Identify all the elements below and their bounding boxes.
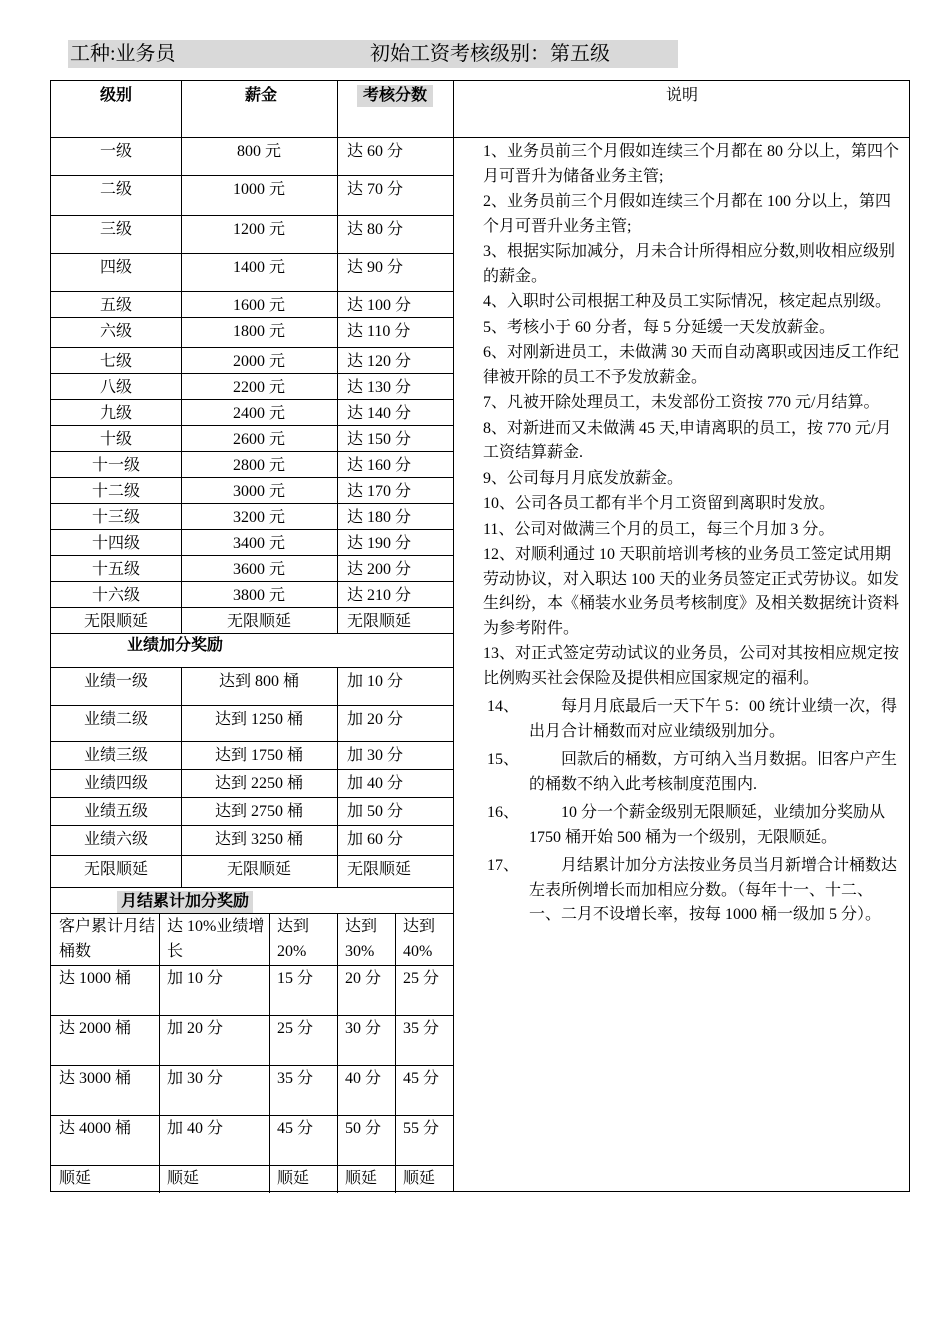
row-divider xyxy=(51,965,453,966)
row-divider xyxy=(51,741,453,742)
level-salary: 800 元 xyxy=(236,143,281,160)
row-divider xyxy=(51,529,453,530)
performance-target: 达到 2250 桶 xyxy=(214,775,303,792)
level-score: 达 210 分 xyxy=(347,587,412,604)
level-name: 十四级 xyxy=(91,535,140,552)
row-divider xyxy=(51,451,453,452)
note-text: 11、公司对做满三个月的员工，每三个月加 3 分。 xyxy=(483,520,835,538)
monthly-cell: 25 分 xyxy=(403,970,440,987)
level-salary: 无限顺延 xyxy=(226,613,291,630)
note-text: 5、考核小于 60 分者，每 5 分延缓一天发放薪金。 xyxy=(483,318,836,336)
monthly-cell: 加 30 分 xyxy=(167,1070,224,1087)
level-salary: 2400 元 xyxy=(232,405,285,422)
note-text: 7、凡被开除处理员工，未发部份工资按 770 元/月结算。 xyxy=(483,394,880,411)
monthly-cell: 加 20 分 xyxy=(167,1020,224,1037)
level-salary: 1200 元 xyxy=(232,221,285,238)
performance-bonus: 加 30 分 xyxy=(347,747,404,764)
note-text: 4、入职时公司根据工种及员工实际情况，核定起点别级。 xyxy=(483,293,892,310)
column-header-salary: 薪金 xyxy=(244,87,277,104)
level-salary: 2600 元 xyxy=(232,431,285,448)
level-salary: 3400 元 xyxy=(232,535,285,552)
monthly-cell: 达 4000 桶 xyxy=(59,1120,132,1137)
monthly-cell: 40 分 xyxy=(345,1070,382,1087)
performance-target: 达到 2750 桶 xyxy=(214,803,303,820)
level-salary: 2800 元 xyxy=(232,457,285,474)
note-text: 8、对新进而又未做满 45 天,申请离职的员工，按 770 元/月工资结算薪金. xyxy=(483,419,892,461)
row-divider xyxy=(51,855,453,856)
job-type-label: 工种:业务员 xyxy=(68,40,206,68)
note-text: 每月月底最后一天下午 5：00 统计业绩一次，得出月合计桶数而对应业绩级别加分。 xyxy=(529,698,898,740)
level-name: 十五级 xyxy=(91,561,140,578)
level-name: 二级 xyxy=(99,181,132,198)
level-name: 四级 xyxy=(99,259,132,276)
monthly-cell: 加 10 分 xyxy=(167,970,224,987)
level-name: 八级 xyxy=(99,379,132,396)
performance-bonus: 加 50 分 xyxy=(347,803,404,820)
column-divider xyxy=(159,913,160,1193)
monthly-cell: 15 分 xyxy=(277,970,314,987)
monthly-header-cell: 达到 20% xyxy=(277,918,310,960)
monthly-cell: 达 3000 桶 xyxy=(59,1070,132,1087)
row-divider xyxy=(51,477,453,478)
monthly-cell: 顺延 xyxy=(277,1170,310,1187)
level-score: 达 140 分 xyxy=(347,405,412,422)
level-name: 六级 xyxy=(99,323,132,340)
row-divider xyxy=(51,253,453,254)
performance-bonus: 加 40 分 xyxy=(347,775,404,792)
performance-bonus: 加 20 分 xyxy=(347,711,404,728)
row-divider xyxy=(51,425,453,426)
column-divider xyxy=(337,81,338,633)
level-salary: 3600 元 xyxy=(232,561,285,578)
note-text: 12、对顺利通过 10 天职前培训考核的业务员工签定试用期劳动协议，对入职达 100 天的业务员签定正式劳协议。如发生纠纷，本《桶装水业务员考核制度》及相关数据统计资料为参考附件。 xyxy=(483,546,900,637)
monthly-cell: 35 分 xyxy=(277,1070,314,1087)
level-score: 达 130 分 xyxy=(347,379,412,396)
note-item xyxy=(483,391,901,416)
note-item xyxy=(483,642,901,691)
monthly-cell: 55 分 xyxy=(403,1120,440,1137)
level-score: 无限顺延 xyxy=(347,613,412,630)
column-header-score: 考核分数 xyxy=(357,85,433,107)
note-text: 10 分一个薪金级别无限顺延，业绩加分奖励从 1750 桶开始 500 桶为一个级别，无限顺延。 xyxy=(529,804,886,846)
row-divider xyxy=(51,399,453,400)
row-divider xyxy=(51,607,453,608)
note-number: 17、 xyxy=(487,857,520,874)
initial-level-label: 初始工资考核级别：第五级 xyxy=(204,40,678,68)
level-salary: 1400 元 xyxy=(232,259,285,276)
note-item xyxy=(483,748,901,797)
note-text: 1、业务员前三个月假如连续三个月都在 80 分以上，第四个月可晋升为储备业务主管; xyxy=(483,143,900,185)
note-item xyxy=(483,854,901,928)
row-divider xyxy=(51,215,453,216)
note-item xyxy=(483,801,901,850)
performance-target: 达到 3250 桶 xyxy=(214,831,303,848)
row-divider xyxy=(51,1165,453,1166)
monthly-cell: 顺延 xyxy=(167,1170,200,1187)
level-name: 十一级 xyxy=(91,457,140,474)
assessment-table xyxy=(50,80,910,1192)
note-item xyxy=(483,316,901,341)
row-divider xyxy=(51,887,453,888)
level-score: 达 110 分 xyxy=(347,323,411,340)
row-divider xyxy=(51,705,453,706)
level-name: 九级 xyxy=(99,405,132,422)
row-divider xyxy=(51,769,453,770)
monthly-cell: 顺延 xyxy=(59,1170,92,1187)
row-divider xyxy=(51,291,453,292)
column-divider xyxy=(269,913,270,1193)
monthly-cell: 20 分 xyxy=(345,970,382,987)
note-number: 16、 xyxy=(487,804,520,821)
row-divider xyxy=(51,373,453,374)
performance-target: 达到 800 桶 xyxy=(218,673,299,690)
performance-bonus: 加 60 分 xyxy=(347,831,404,848)
note-text: 月结累计加分方法按业务员当月新增合计桶数达左表所例增长而加相应分数。（每年十一、十二、一、二月不设增长率，按每 1000 桶一级加 5 分）。 xyxy=(529,857,898,923)
level-score: 达 120 分 xyxy=(347,353,412,370)
row-divider xyxy=(51,667,453,668)
performance-level: 业绩三级 xyxy=(83,747,148,764)
level-score: 达 170 分 xyxy=(347,483,412,500)
performance-target: 无限顺延 xyxy=(226,861,291,878)
level-name: 十二级 xyxy=(91,483,140,500)
column-divider xyxy=(395,913,396,1193)
row-divider xyxy=(51,317,453,318)
row-divider xyxy=(51,797,453,798)
note-text: 9、公司每月月底发放薪金。 xyxy=(483,469,684,487)
column-header-level: 级别 xyxy=(99,87,132,104)
level-score: 达 80 分 xyxy=(347,221,404,238)
monthly-header-cell: 达 10%业绩增长 xyxy=(167,918,265,960)
row-divider xyxy=(51,913,453,914)
level-name: 十三级 xyxy=(91,509,140,526)
level-salary: 2000 元 xyxy=(232,353,285,370)
column-divider xyxy=(181,81,182,633)
level-score: 达 160 分 xyxy=(347,457,412,474)
note-item xyxy=(483,695,901,744)
level-score: 达 200 分 xyxy=(347,561,412,578)
note-item xyxy=(483,467,901,492)
level-salary: 1600 元 xyxy=(232,297,285,314)
monthly-cell: 达 1000 桶 xyxy=(59,970,132,987)
note-text: 6、对刚新进员工，未做满 30 天而自动离职或因违反工作纪律被开除的员工不予发放薪金。 xyxy=(483,344,900,386)
level-salary: 1000 元 xyxy=(232,181,285,198)
note-item xyxy=(483,543,901,641)
level-name: 无限顺延 xyxy=(83,613,148,630)
row-divider xyxy=(51,633,453,634)
note-item xyxy=(483,518,901,543)
row-divider xyxy=(51,137,909,138)
column-divider xyxy=(337,667,338,887)
monthly-header-cell: 达到 30% xyxy=(345,918,378,960)
level-name: 七级 xyxy=(99,353,132,370)
column-divider xyxy=(337,913,338,1193)
level-score: 达 180 分 xyxy=(347,509,412,526)
performance-level: 业绩六级 xyxy=(83,831,148,848)
row-divider xyxy=(51,1015,453,1016)
performance-target: 达到 1750 桶 xyxy=(214,747,303,764)
performance-level: 业绩二级 xyxy=(83,711,148,728)
monthly-cell: 加 40 分 xyxy=(167,1120,224,1137)
monthly-cell: 50 分 xyxy=(345,1120,382,1137)
performance-level: 业绩一级 xyxy=(83,673,148,690)
monthly-cell: 45 分 xyxy=(403,1070,440,1087)
level-score: 达 60 分 xyxy=(347,143,404,160)
level-salary: 2200 元 xyxy=(232,379,285,396)
row-divider xyxy=(51,503,453,504)
note-item xyxy=(483,290,901,315)
row-divider xyxy=(51,347,453,348)
monthly-cell: 35 分 xyxy=(403,1020,440,1037)
notes-list xyxy=(483,139,901,928)
monthly-header-cell: 达到 40% xyxy=(403,918,436,960)
monthly-cell: 25 分 xyxy=(277,1020,314,1037)
monthly-cell: 达 2000 桶 xyxy=(59,1020,132,1037)
monthly-cell: 顺延 xyxy=(403,1170,436,1187)
row-divider xyxy=(51,175,453,176)
note-number: 15、 xyxy=(487,751,520,768)
note-number: 14、 xyxy=(487,698,520,715)
level-score: 达 150 分 xyxy=(347,431,412,448)
monthly-header-cell: 客户累计月结桶数 xyxy=(59,918,156,960)
level-name: 三级 xyxy=(99,221,132,238)
performance-bonus-title: 业绩加分奖励 xyxy=(127,637,224,654)
row-divider xyxy=(51,555,453,556)
level-salary: 3800 元 xyxy=(232,587,285,604)
monthly-bonus-title: 月结累计加分奖励 xyxy=(117,891,253,913)
note-item xyxy=(483,240,901,289)
performance-level: 无限顺延 xyxy=(83,861,148,878)
column-divider xyxy=(181,667,182,887)
note-text: 13、对正式签定劳动试议的业务员，公司对其按相应规定按比例购买社会保险及提供相应国家规定的福利。 xyxy=(483,645,900,687)
column-divider xyxy=(453,81,454,1191)
note-item xyxy=(483,417,901,466)
monthly-cell: 30 分 xyxy=(345,1020,382,1037)
performance-level: 业绩四级 xyxy=(83,775,148,792)
note-text: 3、根据实际加减分，月未合计所得相应分数,则收相应级别的薪金。 xyxy=(483,243,896,285)
row-divider xyxy=(51,581,453,582)
level-score: 达 90 分 xyxy=(347,259,404,276)
level-name: 十级 xyxy=(99,431,132,448)
level-name: 一级 xyxy=(99,143,132,160)
row-divider xyxy=(51,1065,453,1066)
note-text: 10、公司各员工都有半个月工资留到离职时发放。 xyxy=(483,495,836,512)
note-item xyxy=(483,492,901,517)
row-divider xyxy=(51,1115,453,1116)
performance-bonus: 无限顺延 xyxy=(347,861,412,878)
level-name: 十六级 xyxy=(91,587,140,604)
level-salary: 3200 元 xyxy=(232,509,285,526)
level-salary: 1800 元 xyxy=(232,323,285,340)
performance-target: 达到 1250 桶 xyxy=(214,711,303,728)
note-text: 回款后的桶数，方可纳入当月数据。旧客户产生的桶数不纳入此考核制度范围内. xyxy=(529,751,898,793)
note-item xyxy=(483,140,901,189)
level-score: 达 190 分 xyxy=(347,535,412,552)
monthly-cell: 45 分 xyxy=(277,1120,314,1137)
performance-bonus: 加 10 分 xyxy=(347,673,404,690)
level-name: 五级 xyxy=(99,297,132,314)
note-text: 2、业务员前三个月假如连续三个月都在 100 分以上，第四个月可晋升业务主管; xyxy=(483,193,892,235)
row-divider xyxy=(51,825,453,826)
note-item xyxy=(483,341,901,390)
level-score: 达 100 分 xyxy=(347,297,412,314)
note-item xyxy=(483,190,901,239)
level-salary: 3000 元 xyxy=(232,483,285,500)
level-score: 达 70 分 xyxy=(347,181,404,198)
column-header-notes: 说明 xyxy=(665,87,698,104)
monthly-cell: 顺延 xyxy=(345,1170,378,1187)
performance-level: 业绩五级 xyxy=(83,803,148,820)
